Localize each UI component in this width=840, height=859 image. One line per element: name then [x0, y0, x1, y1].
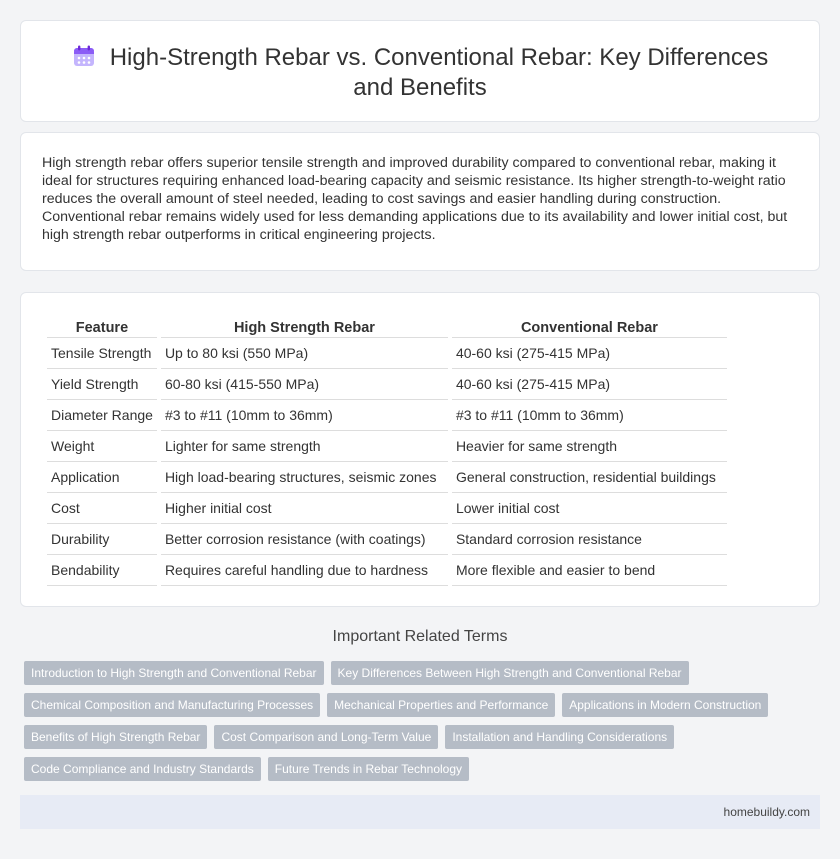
cell-feature: Cost [47, 493, 157, 524]
cell-high-strength: #3 to #11 (10mm to 36mm) [161, 400, 448, 431]
cell-feature: Diameter Range [47, 400, 157, 431]
header-card [20, 20, 820, 122]
page-title [51, 43, 789, 103]
cell-feature: Weight [47, 431, 157, 462]
comparison-table [43, 314, 731, 586]
cell-high-strength: Requires careful handling due to hardness [161, 555, 448, 586]
related-term-tag[interactable]: Code Compliance and Industry Standards [24, 757, 261, 781]
page-title-text: High-Strength Rebar vs. Conventional Rebar: Key Differences and Benefits [109, 44, 769, 101]
related-term-tag[interactable]: Benefits of High Strength Rebar [24, 725, 207, 749]
calendar-icon [72, 44, 96, 68]
cell-conventional: Lower initial cost [452, 493, 727, 524]
cell-conventional: #3 to #11 (10mm to 36mm) [452, 400, 727, 431]
intro-card [20, 132, 820, 271]
comparison-card [20, 292, 820, 607]
table-row [47, 400, 727, 431]
table-row [47, 431, 727, 462]
related-term-tag[interactable]: Installation and Handling Considerations [445, 725, 674, 749]
footer-bar [20, 795, 820, 829]
cell-conventional: General construction, residential buildings [452, 462, 727, 493]
cell-high-strength: Better corrosion resistance (with coatings) [161, 524, 448, 555]
related-term-tag[interactable]: Future Trends in Rebar Technology [268, 757, 469, 781]
table-row [47, 555, 727, 586]
footer-site[interactable]: homebuildy.com [723, 805, 810, 819]
related-term-tag[interactable]: Mechanical Properties and Performance [327, 693, 555, 717]
cell-high-strength: Higher initial cost [161, 493, 448, 524]
table-row [47, 524, 727, 555]
cell-high-strength: Lighter for same strength [161, 431, 448, 462]
related-term-tag[interactable]: Key Differences Between High Strength and Conventional Rebar [331, 661, 689, 685]
cell-feature: Application [47, 462, 157, 493]
related-terms-title: Important Related Terms [332, 628, 508, 645]
table-row [47, 369, 727, 400]
table-row [47, 493, 727, 524]
cell-feature: Durability [47, 524, 157, 555]
cell-conventional: 40-60 ksi (275-415 MPa) [452, 369, 727, 400]
cell-high-strength: High load-bearing structures, seismic zones [161, 462, 448, 493]
cell-feature: Bendability [47, 555, 157, 586]
header-high-strength: High Strength Rebar [161, 314, 448, 338]
related-terms-list [24, 661, 804, 781]
cell-high-strength: Up to 80 ksi (550 MPa) [161, 338, 448, 369]
related-term-tag[interactable]: Cost Comparison and Long-Term Value [214, 725, 438, 749]
table-row [47, 338, 727, 369]
cell-conventional: Standard corrosion resistance [452, 524, 727, 555]
header-feature: Feature [47, 314, 157, 338]
table-header-row [47, 314, 727, 338]
related-term-tag[interactable]: Applications in Modern Construction [562, 693, 768, 717]
related-term-tag[interactable]: Chemical Composition and Manufacturing Processes [24, 693, 320, 717]
header-conventional: Conventional Rebar [452, 314, 727, 338]
cell-conventional: More flexible and easier to bend [452, 555, 727, 586]
cell-conventional: Heavier for same strength [452, 431, 727, 462]
intro-paragraph: High strength rebar offers superior tensile strength and improved durability compared to conventional rebar, making it ideal for structures requiring enhanced load-bearing capacity and seismic resistance. Its higher strength-to-weight ratio reduces the overall amount of steel needed, leading to cost savings and easier handling during construction. Conventional rebar remains widely used for less demanding applications due to its availability and lower initial cost, but high strength rebar outperforms in critical engineering projects. [42, 155, 788, 243]
cell-feature: Yield Strength [47, 369, 157, 400]
cell-feature: Tensile Strength [47, 338, 157, 369]
cell-high-strength: 60-80 ksi (415-550 MPa) [161, 369, 448, 400]
table-row [47, 462, 727, 493]
related-term-tag[interactable]: Introduction to High Strength and Conventional Rebar [24, 661, 324, 685]
cell-conventional: 40-60 ksi (275-415 MPa) [452, 338, 727, 369]
